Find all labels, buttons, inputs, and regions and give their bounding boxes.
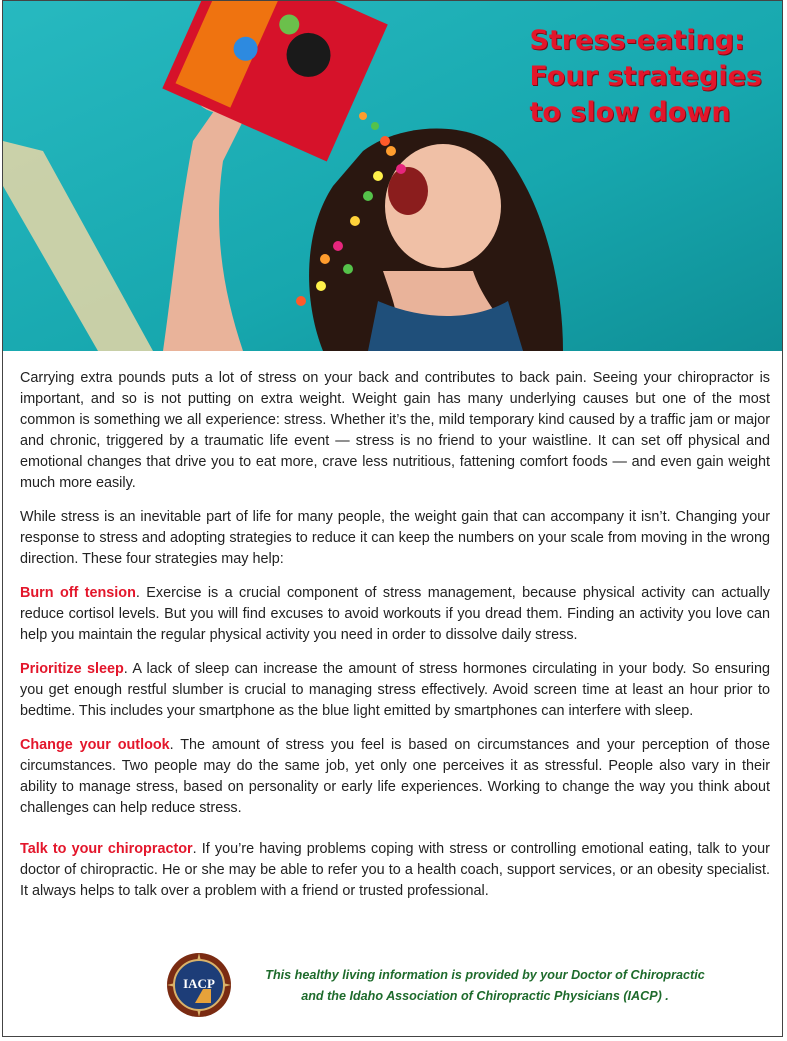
strategy-burn-off-tension: [20, 583, 770, 646]
strategy-change-outlook: [20, 735, 770, 819]
strategy-heading: Prioritize sleep: [20, 661, 124, 677]
strategy-text: . A lack of sleep can increase the amount of stress hormones circulating in your body. So ensuring you get enough restful slumber is crucial to managing stress effectively. Avoid screen time at least an hour prior to bedtime. This includes your smartphone as the blue light emitted by smartphones can interfere with sleep.: [20, 661, 770, 719]
logo-text: IACP: [183, 976, 215, 991]
title-line-1: Stress-eating:: [529, 25, 745, 56]
page-title: [529, 23, 762, 131]
footer-line-1: This healthy living information is provided by your Doctor of Chiropractic: [265, 968, 705, 982]
footer-credit: [245, 965, 725, 1007]
strategy-heading: Talk to your chiropractor: [20, 841, 193, 857]
strategy-text: . The amount of stress you feel is based on circumstances and your perception of those circumstances. Two people may do the same job, yet only one perceives it as stressful. People also vary in their ability to manage stress, based on personality or early life experiences. Working to change the way you think about challenges can help reduce stress.: [20, 737, 770, 816]
article-body: [20, 368, 770, 915]
strategy-talk-to-chiropractor: [20, 839, 770, 902]
title-line-2: Four strategies: [529, 61, 762, 92]
intro-paragraph-1: Carrying extra pounds puts a lot of stress on your back and contributes to back pain. Seeing your chiropractor is important, and so is not putting on extra weight. Weight gain has many underlying causes but one of the most common is something we all experience: stress. Whether it’s the, mild temporary kind caused by a traffic jam or major and chronic, triggered by a traumatic life event — stress is no friend to your waistline. It can set off physical and emotional changes that drive you to eat more, crave less nutritious, fattening comfort foods — and even gain weight much more easily.: [20, 370, 770, 491]
strategy-text: . Exercise is a crucial component of stress management, because physical activity can actually reduce cortisol levels. But you will find excuses to avoid workouts if you dread them. Finding an activity you love can help you maintain the regular physical activity you need in order to dissolve daily stress.: [20, 585, 770, 643]
flyer-page: [2, 0, 783, 1037]
intro-paragraph-2: While stress is an inevitable part of life for many people, the weight gain that can accompany it isn’t. Changing your response to stress and adopting strategies to reduce it can keep the numbers on your scale from moving in the wrong direction. These four strategies may help:: [20, 509, 770, 567]
strategy-prioritize-sleep: [20, 659, 770, 722]
iacp-logo: [165, 951, 233, 1019]
title-line-3: to slow down: [529, 97, 731, 128]
footer-line-2: and the Idaho Association of Chiropractic Physicians (IACP) .: [301, 989, 669, 1003]
strategy-heading: Burn off tension: [20, 585, 136, 601]
strategy-heading: Change your outlook: [20, 737, 170, 753]
hero-photo: [3, 1, 782, 351]
strategy-text: . If you’re having problems coping with stress or controlling emotional eating, talk to your doctor of chiropractic. He or she may be able to refer you to a health coach, support services, or an obesity specialist. It always helps to talk over a problem with a friend or trusted professional.: [20, 841, 770, 899]
footer: [165, 951, 725, 1021]
